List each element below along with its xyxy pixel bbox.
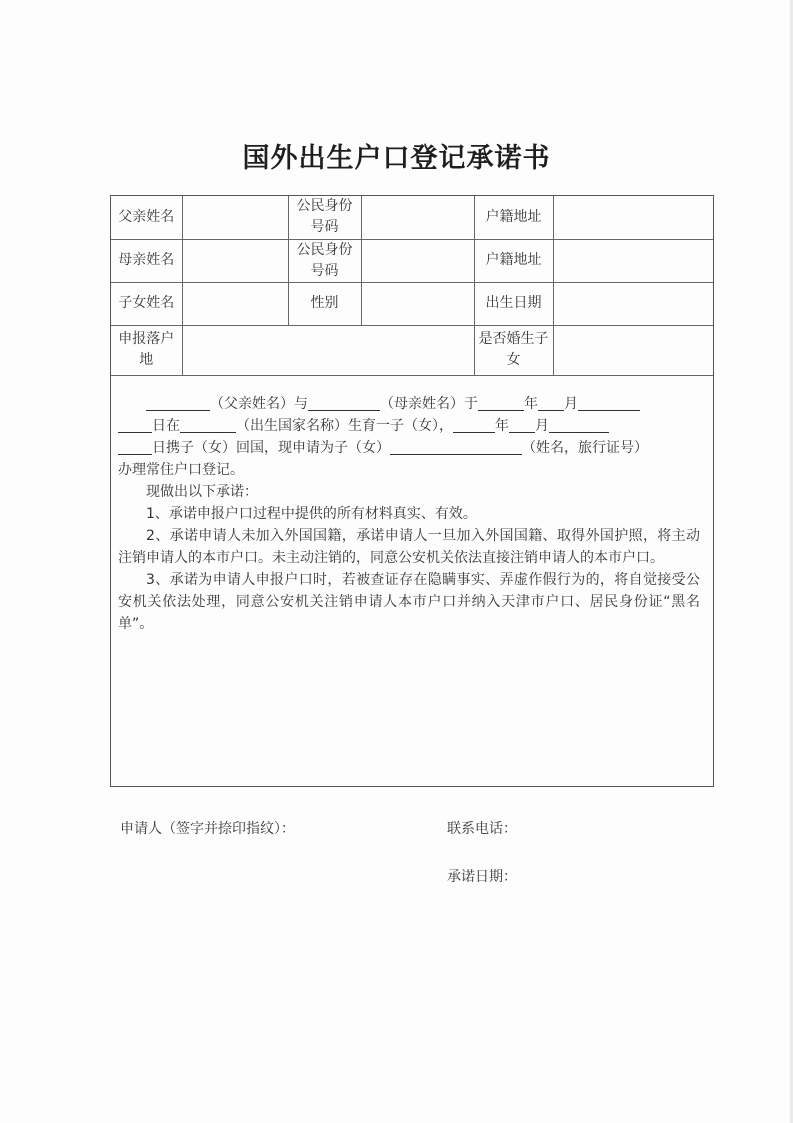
day-blank-cont[interactable] <box>118 416 152 433</box>
return-year-blank[interactable] <box>453 416 495 433</box>
commitment-item-1: 1、承诺申报户口过程中提供的所有材料真实、有效。 <box>146 506 477 522</box>
child-name-passport-blank[interactable] <box>390 438 522 455</box>
commitment-form <box>110 195 714 787</box>
father-id-label: 公民身份号码 <box>288 196 361 239</box>
birth-date-label: 出生日期 <box>474 282 553 325</box>
gender-label: 性别 <box>288 282 361 325</box>
intro-line: 现做出以下承诺： <box>146 484 258 500</box>
father-name-label: 父亲姓名 <box>111 196 182 239</box>
mother-address-field[interactable] <box>553 239 713 282</box>
return-day-blank[interactable] <box>549 416 609 433</box>
applicant-signature-label: 申请人（签字并捺印指纹）： <box>120 821 295 837</box>
declaration-paragraph: （父亲姓名）与 （母亲姓名）于 年 月 日在 （出生国家名称）生育一子（女）， 年 月 日携子（女）回国，现申请为子（女） （姓名，旅行证号） 办理常住户口登记。 <box>118 396 648 478</box>
table-row <box>111 196 713 239</box>
return-day-blank-cont[interactable] <box>118 438 152 455</box>
declare-place-label: 申报落户地 <box>111 325 182 375</box>
month-blank[interactable] <box>538 394 564 411</box>
child-name-field[interactable] <box>182 282 288 325</box>
info-table <box>111 196 713 376</box>
father-address-label: 户籍地址 <box>474 196 553 239</box>
day-blank[interactable] <box>578 394 640 411</box>
commitment-text <box>118 393 700 635</box>
commitment-item-3: 3、承诺为申请人申报户口时，若被查证存在隐瞒事实、弄虚作假行为的，将自觉接受公安机关依法处理，同意公安机关注销申请人本市户口并纳入天津市户口、居民身份证“黑名单”。 <box>118 572 700 632</box>
father-name-field[interactable] <box>182 196 288 239</box>
commitment-date-label: 承诺日期： <box>447 869 517 885</box>
year-blank[interactable] <box>478 394 524 411</box>
father-id-field[interactable] <box>361 196 474 239</box>
document-title: 国外出生户口登记承诺书 <box>242 143 551 174</box>
mother-name-blank[interactable] <box>308 394 380 411</box>
in-wedlock-label: 是否婚生子女 <box>474 325 553 375</box>
gender-field[interactable] <box>361 282 474 325</box>
table-row <box>111 239 713 282</box>
mother-name-field[interactable] <box>182 239 288 282</box>
return-month-blank[interactable] <box>509 416 535 433</box>
phone-label: 联系电话： <box>447 821 517 837</box>
birth-date-field[interactable] <box>553 282 713 325</box>
in-wedlock-field[interactable] <box>553 325 713 375</box>
mother-name-label: 母亲姓名 <box>111 239 182 282</box>
mother-id-label: 公民身份号码 <box>288 239 361 282</box>
father-name-blank[interactable] <box>146 394 210 411</box>
father-address-field[interactable] <box>553 196 713 239</box>
child-name-label: 子女姓名 <box>111 282 182 325</box>
commitment-item-2: 2、承诺申请人未加入外国国籍，承诺申请人一旦加入外国国籍、取得外国护照，将主动注销申请人的本市户口。未主动注销的，同意公安机关依法直接注销申请人的本市户口。 <box>118 528 700 566</box>
table-row <box>111 325 713 375</box>
country-blank[interactable] <box>180 416 236 433</box>
mother-address-label: 户籍地址 <box>474 239 553 282</box>
table-row <box>111 282 713 325</box>
mother-id-field[interactable] <box>361 239 474 282</box>
declare-place-field[interactable] <box>182 325 474 375</box>
